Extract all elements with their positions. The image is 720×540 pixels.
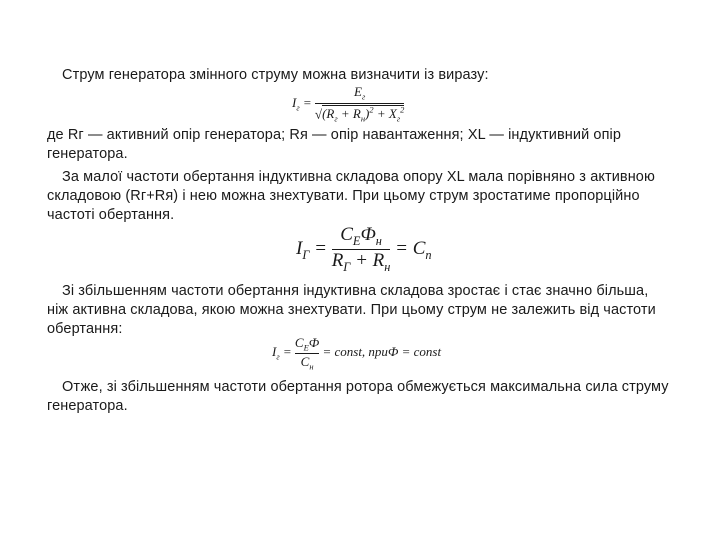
formula-current-low-frequency: $I_Г$ = $\frac{C_ЕФ_н}{R_Г + R_н}$ = $C_п$	[296, 224, 432, 274]
intro-text: Струм генератора змінного струму можна визначити із виразу:	[62, 67, 489, 83]
high-frequency-line-1: Зі збільшенням частоти обертання індуктивна складова зростає і стає значно більша,	[62, 283, 649, 299]
low-frequency-line-3: частоті обертання.	[47, 207, 175, 223]
definitions-line-1: де Rг — активний опір генератора; Rя — опір навантаження; XL — індуктивний опір	[47, 127, 622, 143]
formula-current-high-frequency: $I_г$ = $\frac{C_ЕФ}{C_н}$ = const, приФ = const	[272, 335, 442, 372]
definitions-line-2: генератора.	[47, 146, 128, 162]
low-frequency-line-1: За малої частоти обертання індуктивна складова опору XL мала порівняно з активною	[62, 169, 655, 185]
formula-current-general: $I_г$ = $\frac{E_г}{√(R_г + R_н)^2 + X_г^2}$	[292, 84, 405, 124]
low-frequency-line-2: складовою (Rг+Rя) і нею можна знехтувати. При цьому струм зростатиме пропорційно	[47, 188, 640, 204]
conclusion-line-1: Отже, зі збільшенням частоти обертання ротора обмежується максимальна сила струму	[62, 379, 669, 395]
high-frequency-line-2: ніж активна складова, якою можна знехтувати. При цьому струм не залежить від частоти	[47, 302, 656, 318]
high-frequency-line-3: обертання:	[47, 321, 123, 337]
conclusion-line-2: генератора.	[47, 398, 128, 414]
